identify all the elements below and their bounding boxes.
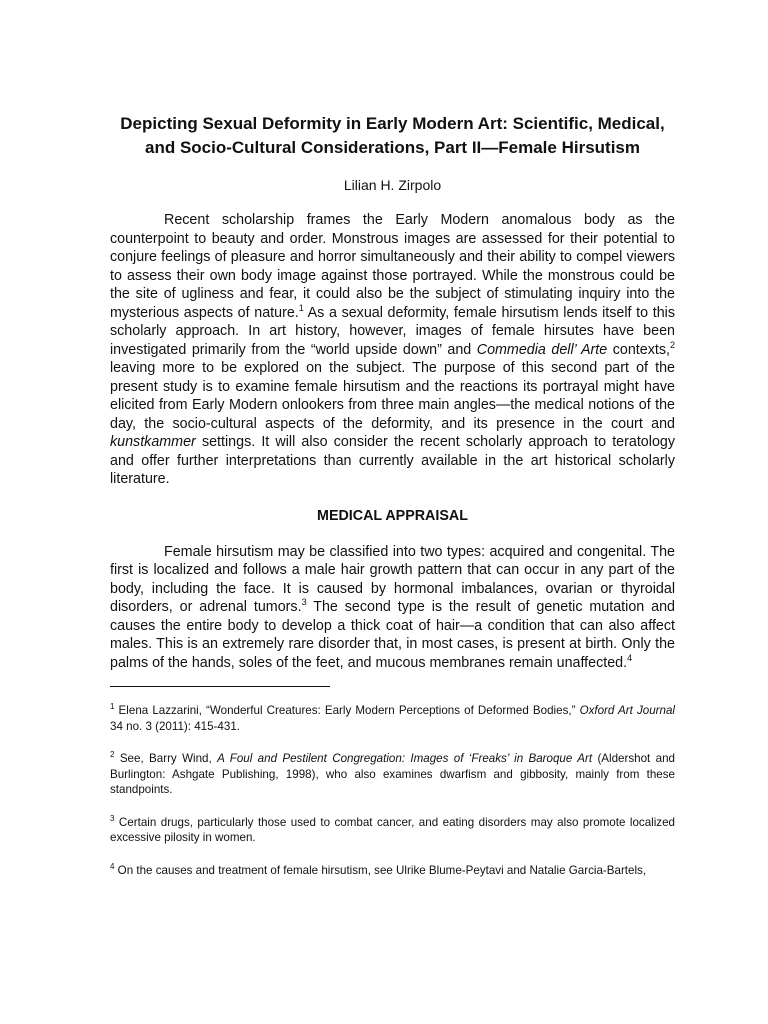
footnote-4 bbox=[110, 863, 675, 879]
footnote-2-book-title: A Foul and Pestilent Congregation: Images of ‘Freaks’ in Baroque Art bbox=[217, 752, 593, 765]
footnote-3-number: 3 bbox=[110, 813, 115, 823]
footnote-1 bbox=[110, 703, 675, 734]
medical-text-1: Female hirsutism may be classified into two types: acquired and congenital. The first is localized and follows a male hair growth pattern that can occur in any part of the body, including the face. It is caused by hormonal imbalances, ovarian or thyroidal disorders, or adrenal tumors. bbox=[110, 543, 675, 615]
intro-text-5: settings. It will also consider the recent scholarly approach to teratology and offer further interpretations than currently available in the art historical scholarly literature. bbox=[110, 434, 675, 487]
footnote-ref-4[interactable]: 4 bbox=[627, 652, 633, 663]
footnote-1-number: 1 bbox=[110, 702, 115, 712]
footnote-2-text-a: See, Barry Wind, bbox=[114, 752, 218, 765]
author-name: Lilian H. Zirpolo bbox=[343, 177, 442, 193]
footnote-ref-2[interactable]: 2 bbox=[669, 339, 675, 350]
section-heading-medical: MEDICAL APPRAISAL bbox=[317, 507, 468, 524]
footnote-divider bbox=[110, 686, 330, 687]
footnote-1-text-b: 34 no. 3 (2011): 415-431. bbox=[110, 719, 240, 733]
document-page bbox=[110, 112, 675, 895]
intro-paragraph bbox=[110, 211, 675, 489]
footnote-3-text: Certain drugs, particularly those used to combat cancer, and eating disorders may also promote localized excessive pilosity in women. bbox=[110, 815, 675, 844]
footnote-3 bbox=[110, 815, 675, 846]
footnote-1-text-a: Elena Lazzarini, “Wonderful Creatures: Early Modern Perceptions of Deformed Bodies,” bbox=[114, 704, 580, 717]
paper-title: Depicting Sexual Deformity in Early Modern Art: Scientific, Medical, and Socio-Cultural Considerations, Part II—Female Hirsutism bbox=[120, 114, 665, 157]
intro-text-1: Recent scholarship frames the Early Modern anomalous body as the counterpoint to beauty and order. Monstrous images are assessed for their potential to conjure feelings of pleasure and horror simultaneously and their ability to compel viewers to assess their own body image against those portrayed. While the monstrous could be the site of ugliness and fear, it could also be the subject of stimulating inquiry into the mysterious aspects of nature. bbox=[110, 212, 675, 321]
intro-italic-commedia: Commedia dell’ Arte bbox=[476, 341, 608, 358]
intro-text-3: contexts, bbox=[607, 341, 670, 358]
footnote-ref-1[interactable]: 1 bbox=[298, 302, 304, 313]
footnote-4-number: 4 bbox=[110, 861, 115, 871]
footnote-2-number: 2 bbox=[110, 750, 115, 760]
medical-paragraph bbox=[110, 543, 675, 673]
footnote-1-journal: Oxford Art Journal bbox=[579, 704, 675, 717]
footnote-2-text-b: (Aldershot and Burlington: Ashgate Publishing, 1998), who also examines dwarfism and gibbosity, mainly from these standpoints. bbox=[110, 752, 675, 796]
intro-text-4: leaving more to be explored on the subject. The purpose of this second part of the present study is to examine female hirsutism and the reactions its portrayal might have elicited from Early Modern onlookers from three main angles—the medical notions of the day, the socio-cultural aspects of the deformity, and its presence in the court and bbox=[110, 360, 675, 432]
medical-text-2: The second type is the result of genetic mutation and causes the entire body to develop a thick coat of hair—a condition that can also affect males. This is an extremely rare disorder that, in most cases, is present at birth. Only the palms of the hands, soles of the feet, and mucous membranes remain unaffected. bbox=[110, 599, 675, 671]
intro-text-2: As a sexual deformity, female hirsutism lends itself to this scholarly approach. In art history, however, images of female hirsutes have been investigated primarily from the “world upside down” and bbox=[110, 304, 675, 358]
footnote-2 bbox=[110, 751, 675, 798]
intro-italic-kunstkammer: kunstkammer bbox=[110, 434, 196, 450]
footnote-ref-3[interactable]: 3 bbox=[301, 597, 307, 608]
footnote-4-text: On the causes and treatment of female hirsutism, see Ulrike Blume-Peytavi and Natalie Garcia-Bartels, bbox=[114, 863, 647, 877]
